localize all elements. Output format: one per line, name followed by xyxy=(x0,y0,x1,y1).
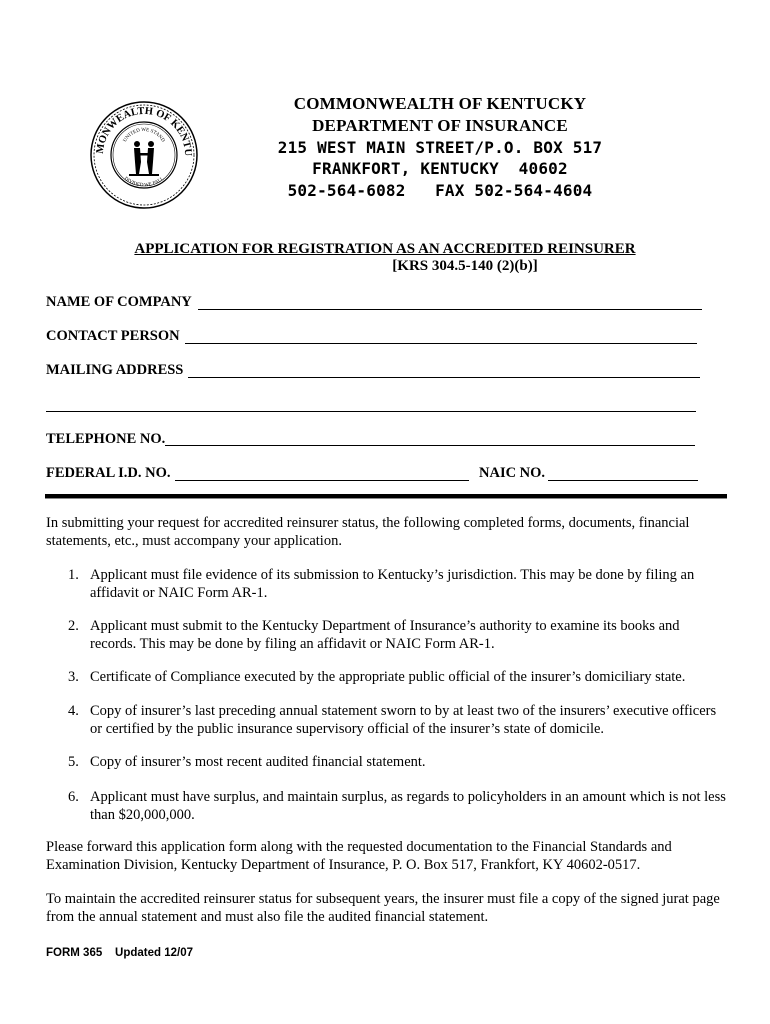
list-item-number: 5. xyxy=(68,754,79,770)
telephone-label: TELEPHONE NO. xyxy=(46,431,166,447)
federal-id-line[interactable] xyxy=(175,480,469,481)
state-seal-icon xyxy=(89,100,199,210)
intro-paragraph: In submitting your request for accredited reinsurer status, the following completed forms, documents, financial statements, etc., must accompany your application. xyxy=(46,515,690,549)
seal-inner-text: UNITED WE STAND xyxy=(122,127,166,144)
name-of-company-line[interactable] xyxy=(198,309,702,310)
contact-person-line[interactable] xyxy=(185,343,697,344)
svg-text:COMMONWEALTH OF KENTUCKY xyxy=(89,100,193,157)
list-item-text: Applicant must file evidence of its submission to Kentucky’s jurisdiction. This may be done by filing an affidavit or NAIC Form AR-1. xyxy=(90,567,695,601)
section-divider-shadow xyxy=(45,498,727,499)
list-item-number: 2. xyxy=(68,618,79,634)
form-statute: [KRS 304.5-140 (2)(b)] xyxy=(392,258,538,274)
letterhead-agency-line: COMMONWEALTH OF KENTUCKY xyxy=(293,94,587,113)
form-title: APPLICATION FOR REGISTRATION AS AN ACCREDITED REINSURER xyxy=(134,241,636,257)
svg-text:UNITED WE STAND xyxy=(123,128,166,144)
mailing-address-line[interactable] xyxy=(188,377,700,378)
list-item-text: Copy of insurer’s most recent audited financial statement. xyxy=(90,754,426,770)
letterhead-city-line: FRANKFORT, KENTUCKY 40602 xyxy=(312,159,568,178)
seal-bottom-text: DIVIDED WE FALL xyxy=(122,176,166,189)
mailing-address-line-2[interactable] xyxy=(46,411,696,412)
list-item-number: 4. xyxy=(68,703,79,719)
list-item-number: 3. xyxy=(68,669,79,685)
list-item-text: Applicant must submit to the Kentucky Department of Insurance’s authority to examine its books and records. This may be done by filing an affidavit or NAIC Form AR-1. xyxy=(90,618,680,652)
letterhead-street-line: 215 WEST MAIN STREET/P.O. BOX 517 xyxy=(277,138,603,157)
letterhead-phone-line: 502-564-6082 FAX 502-564-4604 xyxy=(287,181,593,200)
forward-instructions: Please forward this application form along with the requested documentation to the Financial Standards and Examination Division, Kentucky Department of Insurance, P. O. Box 517, Frankfort, KY 40602-0517. xyxy=(46,839,672,873)
telephone-line[interactable] xyxy=(165,445,695,446)
list-item-text: Applicant must have surplus, and maintain surplus, as regards to policyholders in an amount which is not less than $20,000,000. xyxy=(90,789,726,823)
svg-text:DIVIDED WE FALL xyxy=(123,176,165,188)
letterhead-department-line: DEPARTMENT OF INSURANCE xyxy=(312,116,568,135)
renewal-instructions: To maintain the accredited reinsurer status for subsequent years, the insurer must file a copy of the signed jurat page from the annual statement and must also file the audited financial statement. xyxy=(46,891,720,925)
contact-person-label: CONTACT PERSON xyxy=(46,328,180,344)
federal-id-label: FEDERAL I.D. NO. xyxy=(46,465,171,481)
seal-outer-text: MONWEALTH OF KENTU xyxy=(94,105,194,157)
list-item-text: Copy of insurer’s last preceding annual statement sworn to by at least two of the insurers’ executive officers or certified by the public insurance supervisory official of the insurer’s state of domicile. xyxy=(90,703,717,737)
naic-label: NAIC NO. xyxy=(479,465,546,481)
list-item-number: 6. xyxy=(68,789,79,805)
list-item-text: Certificate of Compliance executed by the appropriate public official of the insurer’s domiciliary state. xyxy=(90,669,686,685)
mailing-address-label: MAILING ADDRESS xyxy=(46,362,184,378)
form-number: FORM 365 Updated 12/07 xyxy=(46,947,193,959)
naic-line[interactable] xyxy=(548,480,698,481)
name-of-company-label: NAME OF COMPANY xyxy=(46,294,192,310)
list-item-number: 1. xyxy=(68,567,79,583)
